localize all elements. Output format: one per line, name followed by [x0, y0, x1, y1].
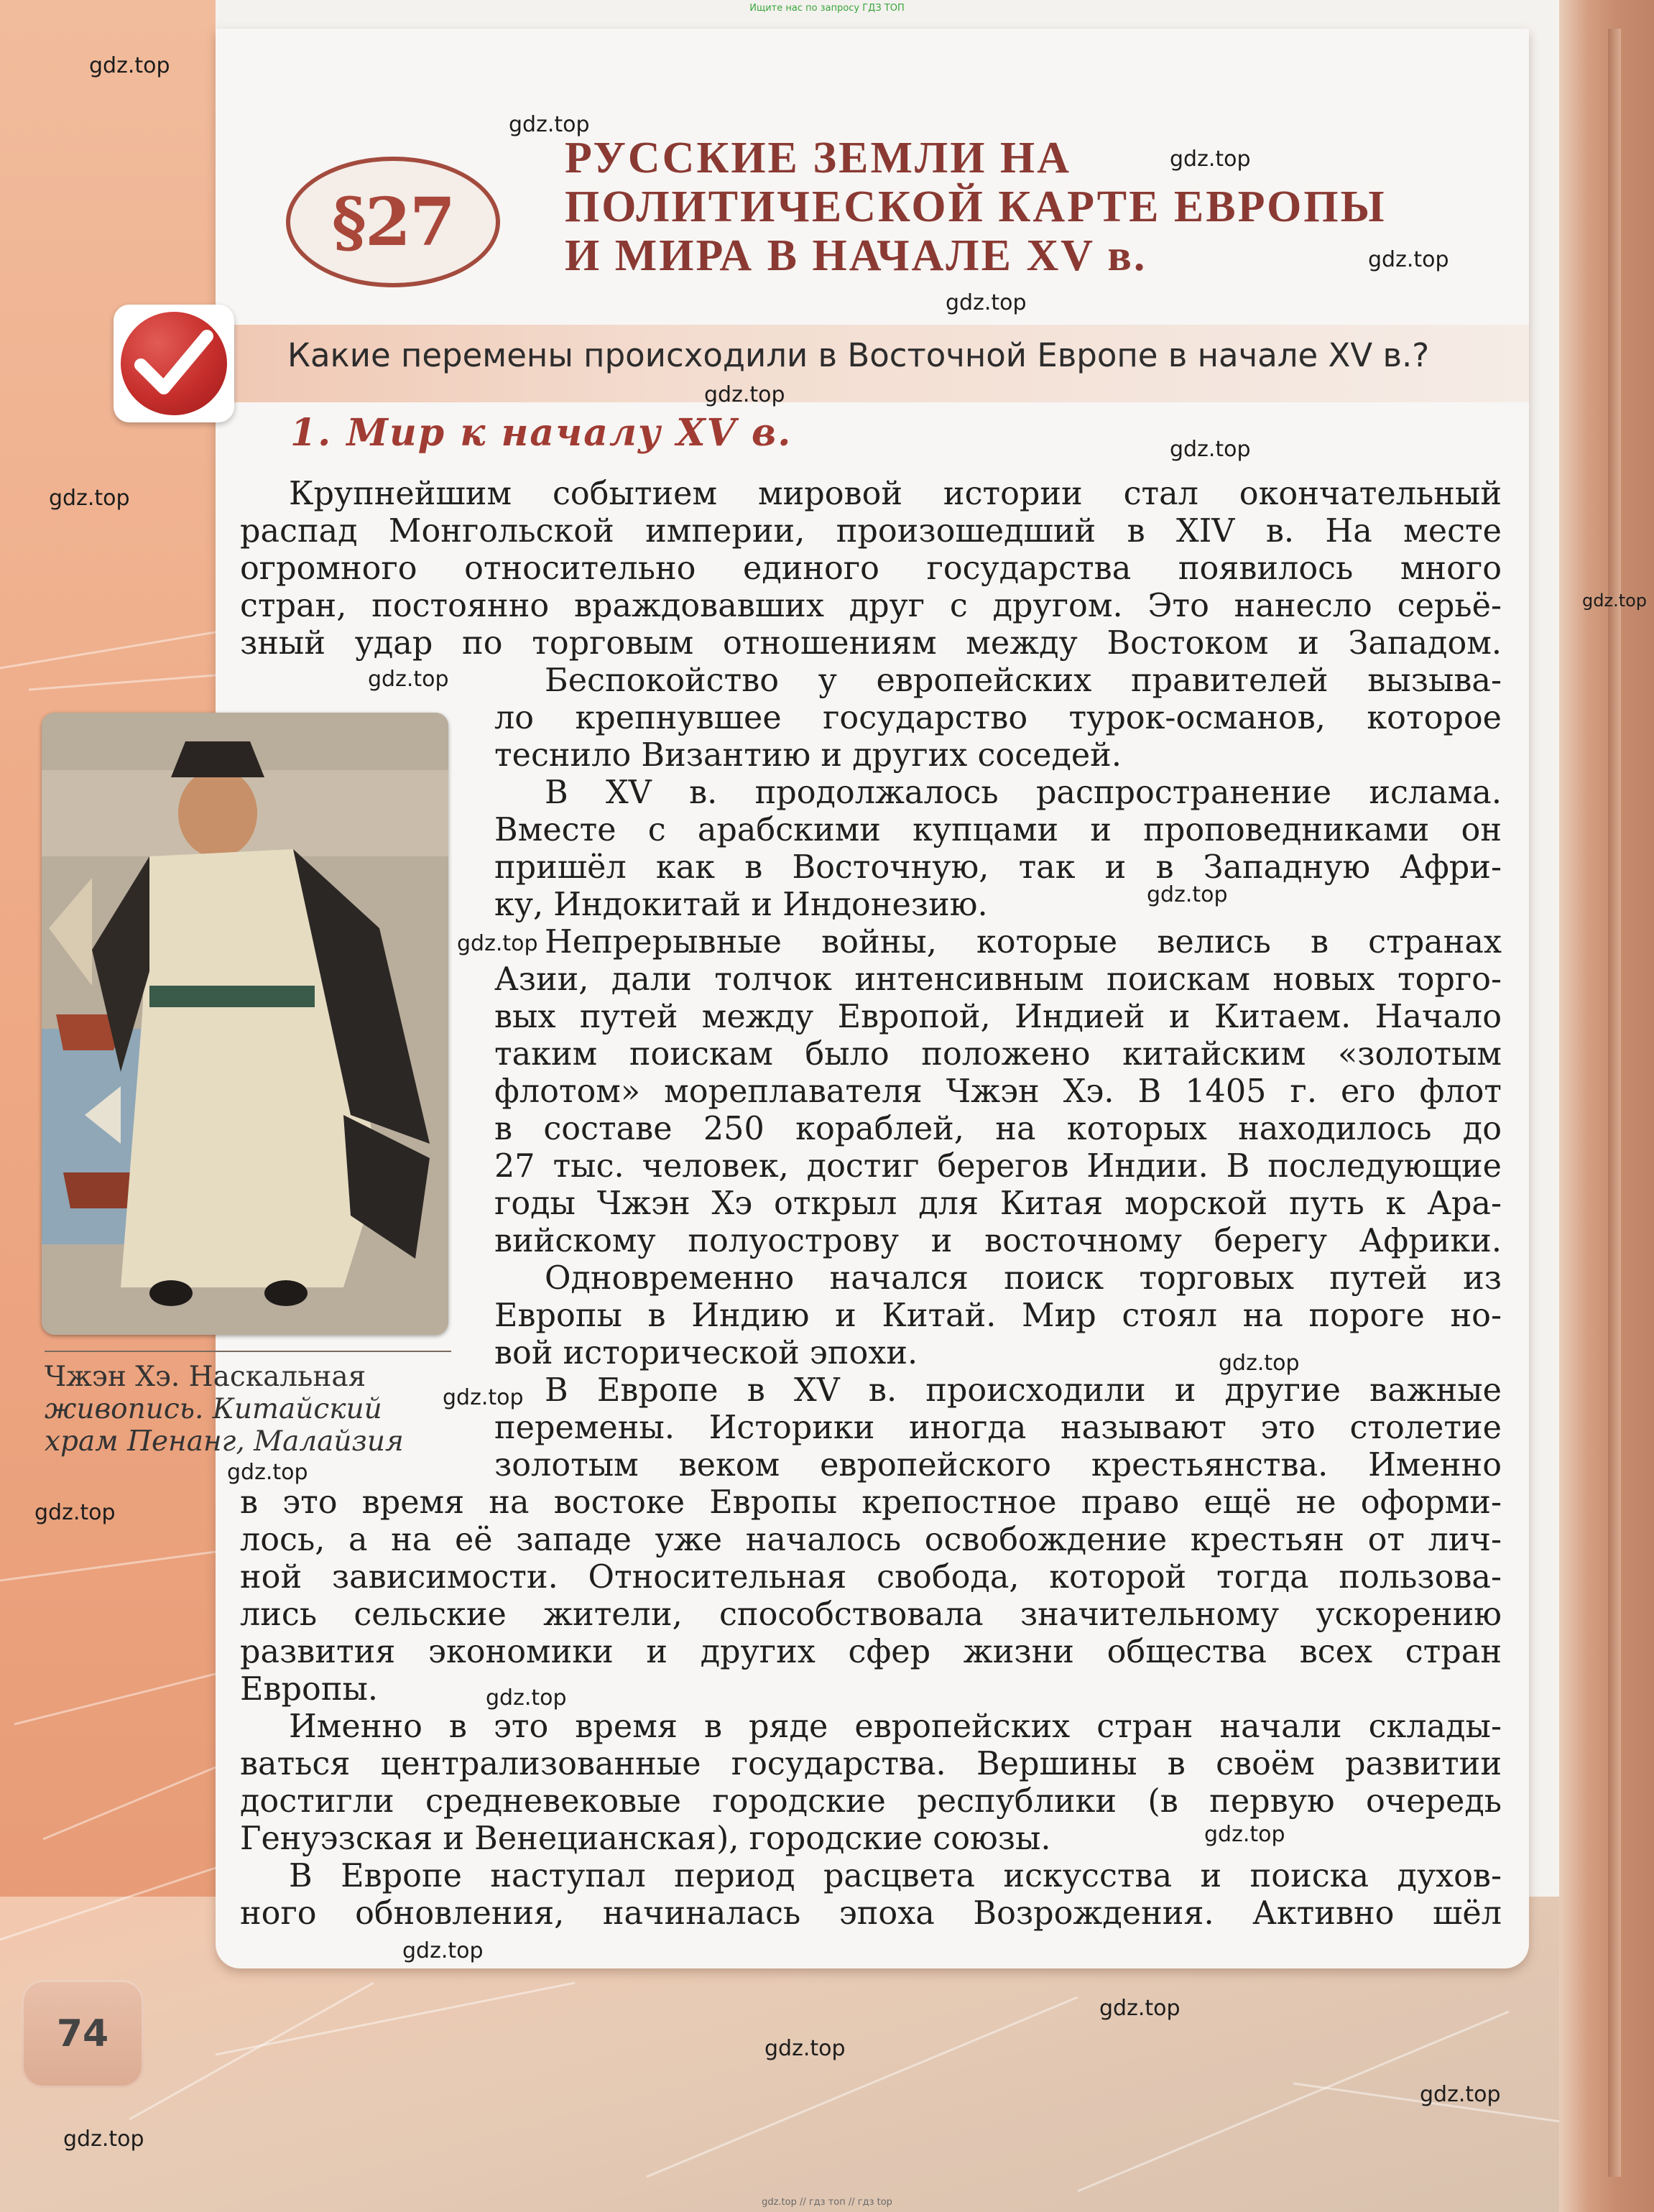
- watermark: gdz.top: [1420, 2082, 1501, 2107]
- body-line: Азии, дали толчок интенсивным поискам новых торго-: [494, 961, 1502, 998]
- caption-line: храм Пенанг, Малайзия: [45, 1425, 404, 1458]
- watermark: gdz.top: [704, 382, 785, 407]
- body-line: В XV в. продолжалось распространение ислама.: [545, 774, 1502, 811]
- body-line: перемены. Историки иногда называют это столетие: [494, 1410, 1502, 1446]
- book-fold-shadow: [1608, 29, 1621, 2177]
- watermark: gdz.top: [63, 2127, 144, 2152]
- body-line: вийскому полуострову и восточному берегу Африки.: [494, 1223, 1502, 1259]
- watermark: gdz.top: [946, 290, 1027, 315]
- body-line: Европы.: [240, 1671, 379, 1708]
- top-note: Ищите нас по запросу ГДЗ ТОП: [749, 3, 905, 14]
- body-line: распад Монгольской империи, произошедший в XIV в. На месте: [240, 513, 1502, 550]
- body-line: 27 тыс. человек, достиг берегов Индии. В последующие: [494, 1148, 1502, 1185]
- body-line: теснило Византию и других соседей.: [494, 737, 1122, 774]
- watermark: gdz.top: [1219, 1351, 1300, 1376]
- body-line: ло крепнувшее государство турок-османов, которое: [494, 700, 1502, 736]
- bottom-note: gdz.top // гдз топ // гдз top: [762, 2197, 892, 2208]
- watermark: gdz.top: [1368, 247, 1449, 272]
- body-line: ного обновления, начиналась эпоха Возрождения. Активно шёл: [240, 1895, 1502, 1932]
- body-line: таким поискам было положено китайским «золотым: [494, 1036, 1502, 1073]
- body-line: стран, постоянно враждовавших друг с другом. Это нанесло серьё-: [240, 588, 1502, 624]
- body-line: годы Чжэн Хэ открыл для Китая морской путь к Ара-: [494, 1185, 1502, 1222]
- image-caption: [45, 1361, 461, 1458]
- title-line: РУССКИЕ ЗЕМЛИ НА: [565, 134, 1071, 182]
- body-line: лось, а на её западе уже началось освобождение крестьян от лич-: [240, 1522, 1502, 1558]
- checkmark-icon: [114, 305, 234, 422]
- watermark: gdz.top: [89, 53, 170, 78]
- body-line: вых путей между Европой, Индией и Китаем. Начало: [494, 999, 1502, 1035]
- body-line: ной зависимости. Относительная свобода, которой тогда пользова-: [240, 1559, 1502, 1596]
- caption-line: живопись. Китайский: [45, 1393, 382, 1425]
- body-line: зный удар по торговым отношениям между Востоком и Западом.: [240, 625, 1502, 662]
- body-line: Одновременно начался поиск торговых путей из: [545, 1260, 1502, 1297]
- body-line: Непрерывные войны, которые велись в странах: [545, 924, 1502, 961]
- watermark: gdz.top: [1204, 1822, 1285, 1847]
- body-line: флотом» мореплавателя Чжэн Хэ. В 1405 г. его флот: [494, 1073, 1502, 1110]
- body-line: лись сельские жители, способствовала значительному ускорению: [240, 1596, 1502, 1633]
- paragraph-number: §27: [331, 183, 455, 261]
- watermark: gdz.top: [49, 486, 130, 511]
- watermark: gdz.top: [1099, 1996, 1181, 2021]
- caption-divider: [45, 1351, 451, 1352]
- book-fold-edge: [1559, 0, 1654, 2212]
- body-line: ку, Индокитай и Индонезию.: [494, 887, 988, 923]
- title-line: ПОЛИТИЧЕСКОЙ КАРТЕ ЕВРОПЫ: [565, 182, 1387, 231]
- body-line: Именно в это время в ряде европейских стран начали склады-: [289, 1708, 1502, 1745]
- body-line: вой исторической эпохи.: [494, 1335, 918, 1371]
- watermark: gdz.top: [1147, 882, 1228, 907]
- body-line: золотым веком европейского крестьянства. Именно: [494, 1447, 1502, 1484]
- body-line: Беспокойство у европейских правителей вызыва-: [545, 662, 1502, 699]
- section-heading: 1. Мир к началу XV в.: [290, 411, 793, 455]
- body-line: Вместе с арабскими купцами и проповедниками он: [494, 812, 1502, 848]
- watermark: gdz.top: [227, 1460, 308, 1485]
- body-line: В Европе в XV в. происходили и другие важные: [545, 1372, 1502, 1409]
- watermark: gdz.top: [402, 1938, 484, 1963]
- zheng-he-mural-image: [42, 713, 448, 1335]
- lesson-question: Какие перемены происходили в Восточной Европе в начале XV в.?: [287, 336, 1430, 374]
- body-line: в это время на востоке Европы крепостное право ещё не оформи-: [240, 1484, 1502, 1521]
- watermark: gdz.top: [443, 1385, 524, 1410]
- page-number-box: [22, 1980, 144, 2088]
- body-line: пришёл как в Восточную, так и в Западную Афри-: [494, 849, 1502, 886]
- paragraph-badge: [286, 157, 500, 287]
- watermark: gdz.top: [1170, 437, 1251, 462]
- body-line: Генуэзская и Венецианская), городские союзы.: [240, 1820, 1051, 1857]
- chapter-title: [565, 134, 1499, 280]
- body-line: В Европе наступал период расцвета искусства и поиска духов-: [289, 1858, 1502, 1894]
- watermark: gdz.top: [34, 1500, 116, 1525]
- body-line: в составе 250 кораблей, на которых находилось до: [494, 1111, 1502, 1147]
- title-line: И МИРА В НАЧАЛЕ XV в.: [565, 231, 1147, 280]
- watermark: gdz.top: [509, 112, 590, 137]
- body-line: ваться централизованные государства. Вершины в своём развитии: [240, 1746, 1502, 1782]
- body-line: Крупнейшим событием мировой истории стал окончательный: [289, 476, 1502, 512]
- caption-line: Чжэн Хэ. Наскальная: [45, 1361, 366, 1393]
- watermark: gdz.top: [1170, 147, 1251, 172]
- watermark: gdz.top: [764, 2036, 846, 2061]
- watermark: gdz.top: [457, 931, 538, 956]
- page-number: 74: [56, 2012, 109, 2055]
- watermark: gdz.top: [368, 667, 449, 692]
- body-line: Европы в Индию и Китай. Мир стоял на пороге но-: [494, 1297, 1502, 1334]
- watermark: gdz.top: [486, 1685, 567, 1711]
- watermark: gdz.top: [1582, 591, 1648, 611]
- body-line: достигли средневековые городские республики (в первую очередь: [240, 1783, 1502, 1820]
- body-line: развития экономики и других сфер жизни общества всех стран: [240, 1634, 1502, 1670]
- body-line: огромного относительно единого государства появилось много: [240, 550, 1502, 587]
